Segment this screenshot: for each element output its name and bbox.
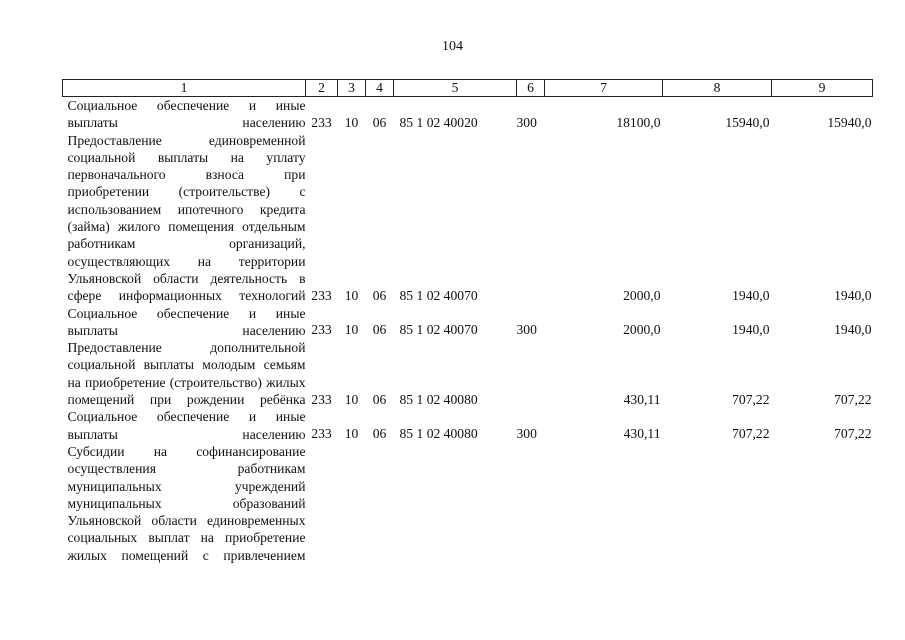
row-subsection: 06: [372, 391, 387, 407]
row-name: Субсидии на софинансирование осуществления работникам муниципальных учреждений муниципальных образований Ульяновской области единовременных социальных выплат на приобретение жилых помещений с привлечением: [67, 443, 306, 563]
row-target-article: 85 1 02 40070: [399, 322, 478, 338]
row-amount-col9: [772, 443, 873, 564]
row-target-article: 85 1 02 40080: [399, 391, 478, 407]
row-amount-col7: 430,11: [623, 426, 661, 442]
row-section: 10: [344, 114, 359, 130]
row-amount-col7: 430,11: [623, 391, 661, 407]
row-amount-col7: 2000,0: [623, 287, 661, 303]
row-expense-type: 300: [516, 426, 537, 442]
row-name: Социальное обеспечение и иные выплаты населению: [67, 305, 306, 338]
row-amount-col9: 707,22: [834, 426, 872, 442]
row-amount-col8: 707,22: [732, 391, 770, 407]
row-amount-col7: 18100,0: [616, 114, 661, 130]
row-expense-type: [517, 443, 545, 564]
row-name: Социальное обеспечение и иные выплаты населению: [67, 409, 306, 442]
header-col-4: 4: [366, 80, 394, 97]
row-section: 10: [344, 391, 359, 407]
row-ministry-code: [306, 443, 338, 564]
row-section: 10: [344, 322, 359, 338]
row-ministry-code: 233: [311, 426, 332, 442]
row-target-article: 85 1 02 40080: [399, 426, 478, 442]
header-col-7: 7: [545, 80, 663, 97]
table-header-row: [63, 80, 873, 97]
row-amount-col8: 15940,0: [725, 114, 770, 130]
row-name: Социальное обеспечение и иные выплаты населению: [67, 98, 306, 131]
row-target-article: 85 1 02 40020: [399, 114, 478, 130]
header-col-9: 9: [772, 80, 873, 97]
row-amount-col9: 15940,0: [827, 114, 872, 130]
row-expense-type: [517, 132, 545, 305]
header-col-8: 8: [663, 80, 772, 97]
table-row: [63, 443, 873, 564]
row-subsection: 06: [372, 114, 387, 130]
budget-table: [62, 79, 873, 564]
row-ministry-code: 233: [311, 391, 332, 407]
row-amount-col7: 2000,0: [623, 322, 661, 338]
row-amount-col8: 1940,0: [732, 322, 770, 338]
row-target-article: 85 1 02 40070: [399, 287, 478, 303]
table-row: [63, 339, 873, 408]
row-amount-col9: 707,22: [834, 391, 872, 407]
row-amount-col7: [545, 443, 663, 564]
row-amount-col8: [663, 443, 772, 564]
row-target-article: [394, 443, 517, 564]
row-section: 10: [344, 426, 359, 442]
row-subsection: 06: [372, 287, 387, 303]
header-col-6: 6: [517, 80, 545, 97]
row-ministry-code: 233: [311, 287, 332, 303]
header-col-2: 2: [306, 80, 338, 97]
row-amount-col8: 707,22: [732, 426, 770, 442]
row-subsection: 06: [372, 322, 387, 338]
row-expense-type: [517, 339, 545, 408]
row-subsection: [366, 443, 394, 564]
row-section: [338, 443, 366, 564]
row-name: Предоставление единовременной социальной выплаты на уплату первоначального взноса при приобретении (строительстве) с использованием ипотечного кредита (займа) жилого помещения отдельным работникам организаций, осуществляющих на территории Ульяновской области деятельность в сфере информационных технологий: [67, 132, 306, 304]
table-row: [63, 132, 873, 305]
row-expense-type: 300: [516, 114, 537, 130]
row-section: 10: [344, 287, 359, 303]
header-col-5: 5: [394, 80, 517, 97]
page-number: 104: [442, 39, 463, 54]
row-amount-col8: 1940,0: [732, 287, 770, 303]
row-amount-col9: 1940,0: [834, 322, 872, 338]
row-ministry-code: 233: [311, 114, 332, 130]
table-row: [63, 305, 873, 340]
table-row: [63, 97, 873, 132]
header-col-3: 3: [338, 80, 366, 97]
row-expense-type: 300: [516, 322, 537, 338]
row-amount-col9: 1940,0: [834, 287, 872, 303]
header-col-1: 1: [63, 80, 306, 97]
table-row: [63, 408, 873, 443]
row-ministry-code: 233: [311, 322, 332, 338]
row-subsection: 06: [372, 426, 387, 442]
row-name: Предоставление дополнительной социальной выплаты молодым семьям на приобретение (строительство) жилых помещений при рождении ребёнка: [67, 340, 306, 408]
